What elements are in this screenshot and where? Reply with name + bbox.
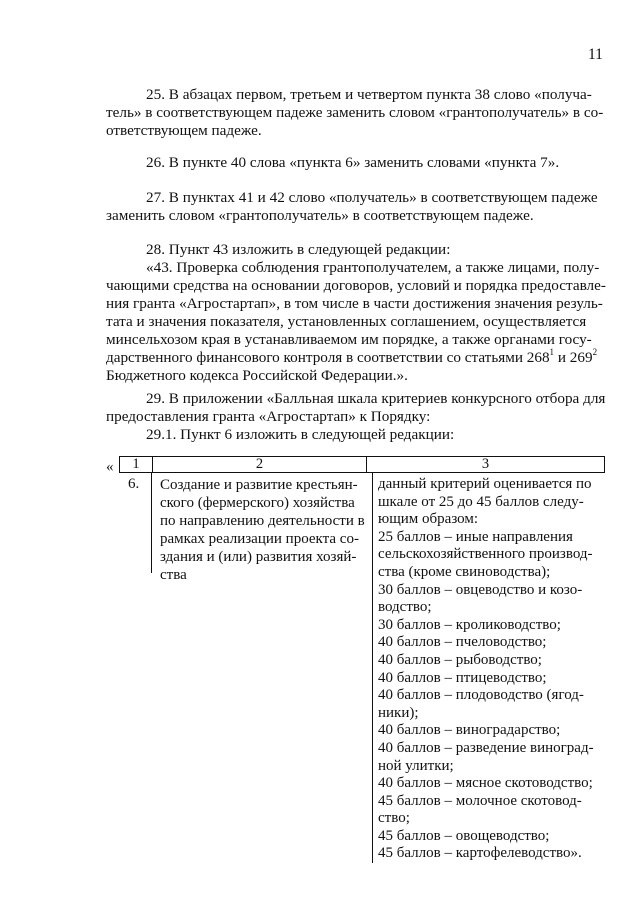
text-line: 28. Пункт 43 изложить в следующей редакции: [146,241,451,258]
text-fragment: и 269 [554,349,593,366]
text-line: по направлению деятельности в [160,513,365,529]
text-line: ского (фермерского) хозяйства [160,495,355,511]
text-line: ответствующем падеже. [106,122,262,139]
text-line: 30 баллов – кролиководство; [378,616,561,633]
text-line: 40 баллов – плодоводство (ягод- [378,687,584,704]
text-line: чающими средства на основании договоров, условий и порядка предоставле- [106,277,606,294]
text-line: 40 баллов – пчеловодство; [378,634,547,651]
text-line: ники); [378,704,419,721]
opening-quote: « [106,459,114,475]
text-line: 40 баллов – мясное скотоводство; [378,775,593,792]
text-line: «43. Проверка соблюдения грантополучателем, а также лицами, полу- [146,259,600,276]
text-line: Создание и развитие крестьян- [160,477,358,493]
paragraph-27 [106,189,604,225]
text-line: 30 баллов – овцеводство и козо- [378,581,583,598]
text-line: здания и (или) развития хозяй- [160,549,357,565]
table-header [119,456,605,473]
text-line: 45 баллов – молочное скотовод- [378,792,582,809]
text-line: 25 баллов – иные направления [378,528,573,545]
text-line: минсельхозом края в устанавливаемом им порядке, а также органами госу- [106,331,592,348]
text-line: предоставления гранта «Агростартап» к Порядку: [106,408,431,425]
superscript: 1 [549,346,555,357]
text-line: 45 баллов – овощеводство; [378,827,550,844]
text-line: данный критерий оценивается по [378,476,592,492]
text-line: водство; [378,599,432,616]
column-divider [372,473,373,863]
text-line: 40 баллов – виноградарство; [378,722,561,739]
text-line: ства [160,567,187,583]
text-line: шкале от 25 до 45 баллов следу- [378,493,584,510]
text-line: ния гранта «Агростартап», в том числе в части достижения значения резуль- [106,295,603,312]
paragraph-26 [106,154,604,172]
text-line: ной улитки; [378,757,454,774]
text-line: 40 баллов – птицеводство; [378,669,547,686]
text-line: 26. В пункте 40 слова «пункта 6» заменить словами «пункта 7». [146,154,560,171]
text-line: ство; [378,810,410,827]
text-line: заменить словом «грантополучатель» в соответствующем падеже. [106,207,534,224]
text-line: 25. В абзацах первом, третьем и четвертом пункта 38 слово «получа- [146,86,592,103]
text-line: 29.1. Пункт 6 изложить в следующей редакции: [146,426,455,443]
text-line: 45 баллов – картофелеводство». [378,845,582,862]
paragraph-25 [106,86,604,140]
criterion-cell [160,476,368,584]
column-header-1: 1 [120,457,153,473]
scores-cell [378,476,602,863]
superscript: 2 [592,346,598,357]
text-line: 27. В пунктах 41 и 42 слово «получатель» в соответствующем падеже [146,189,598,206]
paragraph-28 [106,241,604,385]
text-line: ства (кроме свиноводства); [378,563,551,580]
text-line [106,346,604,367]
column-header-3: 3 [367,457,605,473]
text-line: тата и значения показателя, установленных соглашением, осуществляется [106,313,587,330]
page-number: 11 [588,46,603,63]
text-fragment: дарственного финансового контроля в соответствии со статьями 268 [106,349,550,366]
row-number: 6. [128,476,140,492]
text-line: Бюджетного кодекса Российской Федерации.». [106,367,408,384]
text-line: сельскохозяйственного производ- [378,546,593,563]
text-line: тель» в соответствующем падеже заменить словом «грантополучатель» в со- [106,104,604,121]
text-line: рамках реализации проекта со- [160,531,359,547]
text-line: 40 баллов – рыбоводство; [378,651,542,668]
column-divider [151,473,152,573]
text-line: 40 баллов – разведение виноград- [378,739,594,756]
text-line: ющим образом: [378,511,479,528]
text-line: 29. В приложении «Балльная шкала критериев конкурсного отбора для [146,390,606,407]
paragraph-29 [106,390,604,444]
column-header-2: 2 [153,457,367,473]
